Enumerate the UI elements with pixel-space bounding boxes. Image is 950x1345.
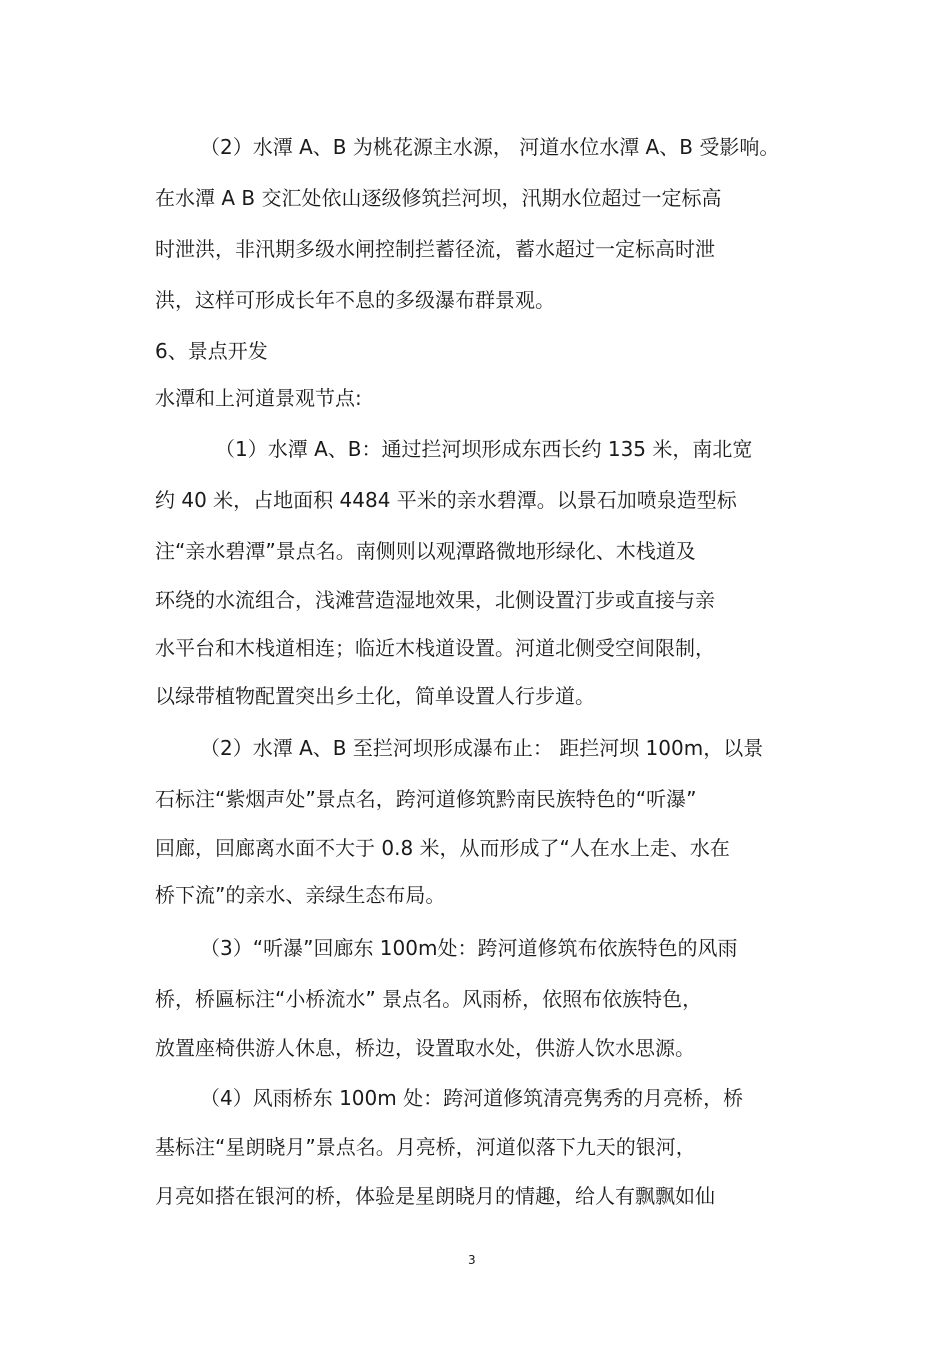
text-line: （1）水潭 A、B：通过拦河坝形成东西长约 135 米，南北宽 — [215, 437, 753, 461]
text-line: 注“亲水碧潭”景点名。南侧则以观潭路微地形绿化、木栈道及 — [155, 539, 696, 563]
text-line: 时泄洪，非汛期多级水闸控制拦蓄径流，蓄水超过一定标高时泄 — [155, 237, 715, 261]
text-line: 桥，桥匾标注“小桥流水” 景点名。风雨桥，依照布依族特色， — [155, 987, 703, 1011]
text-line: 水平台和木栈道相连；临近木栈道设置。河道北侧受空间限制， — [155, 636, 715, 660]
text-line: （2）水潭 A、B 为桃花源主水源， 河道水位水潭 A、B 受影响。 — [200, 135, 780, 159]
text-line: 桥下流”的亲水、亲绿生态布局。 — [155, 883, 446, 907]
text-line: 基标注“星朗晓月”景点名。月亮桥，河道似落下九天的银河， — [155, 1135, 696, 1159]
text-line: 约 40 米，占地面积 4484 平米的亲水碧潭。以景石加喷泉造型标 — [155, 488, 737, 512]
text-line: 以绿带植物配置突出乡土化，简单设置人行步道。 — [155, 684, 595, 708]
text-line: 月亮如搭在银河的桥，体验是星朗晓月的情趣，给人有飘飘如仙 — [155, 1184, 715, 1208]
text-line: 在水潭 A B 交汇处依山逐级修筑拦河坝，汛期水位超过一定标高 — [155, 186, 722, 210]
text-line: 回廊，回廊离水面不大于 0.8 米，从而形成了“人在水上走、水在 — [155, 836, 730, 860]
text-line: （4）风雨桥东 100m 处：跨河道修筑清亮隽秀的月亮桥，桥 — [200, 1086, 744, 1110]
text-line: 洪，这样可形成长年不息的多级瀑布群景观。 — [155, 288, 555, 312]
text-line: 石标注“紫烟声处”景点名，跨河道修筑黔南民族特色的“听瀑” — [155, 787, 697, 811]
section-heading: 6、景点开发 — [155, 339, 268, 363]
text-line: （3）“听瀑”回廊东 100m处：跨河道修筑布依族特色的风雨 — [200, 936, 738, 960]
text-line: 水潭和上河道景观节点: — [155, 386, 362, 410]
page-number: 3 — [468, 1253, 476, 1267]
text-line: （2）水潭 A、B 至拦河坝形成瀑布止： 距拦河坝 100m，以景 — [200, 736, 764, 760]
text-line: 环绕的水流组合，浅滩营造湿地效果，北侧设置汀步或直接与亲 — [155, 588, 715, 612]
text-line: 放置座椅供游人休息，桥边，设置取水处，供游人饮水思源。 — [155, 1036, 695, 1060]
